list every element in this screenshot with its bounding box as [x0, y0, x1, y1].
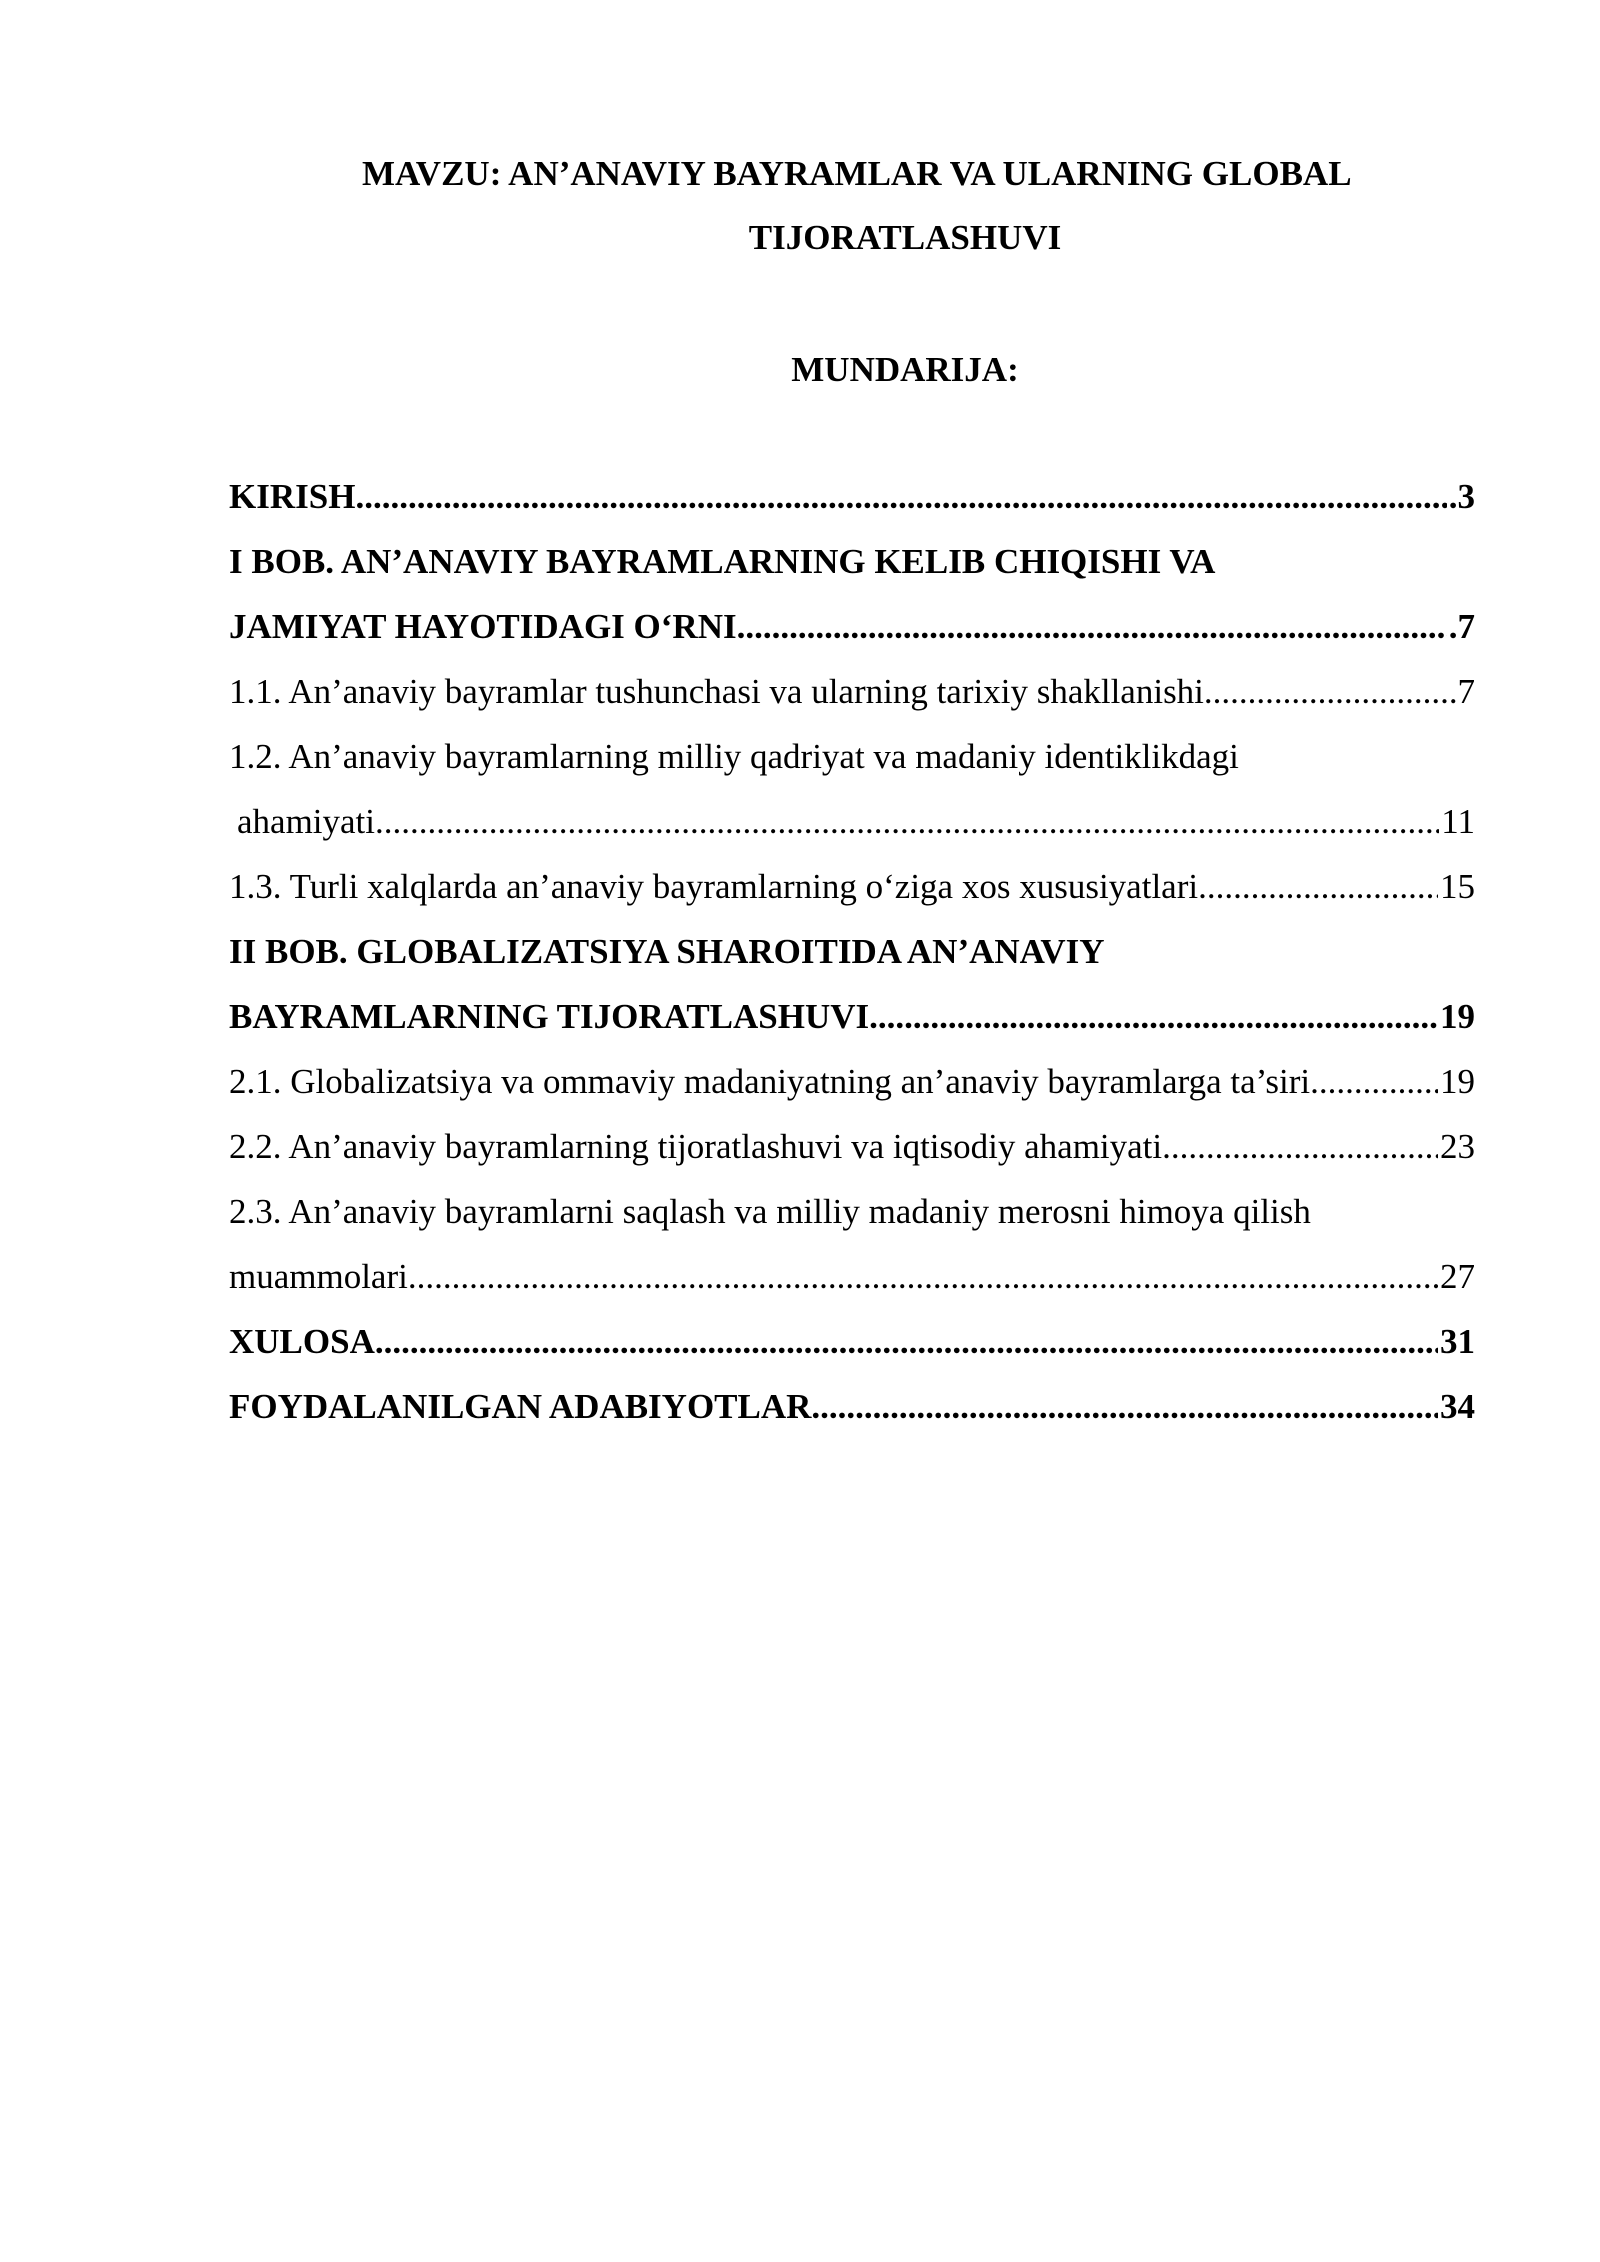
toc-page-number: 27: [1440, 1257, 1475, 1296]
toc-entry-2-2[interactable]: [229, 1125, 1475, 1169]
toc-page-number: 34: [1440, 1387, 1475, 1426]
toc-entry-text: ahamiyati: [237, 802, 376, 841]
toc-dot-leader: [355, 475, 1446, 519]
toc-dot-leader: [811, 1385, 1438, 1429]
toc-entry-chapter-2-line-1[interactable]: [229, 930, 1475, 974]
toc-page-number: 31: [1440, 1322, 1475, 1361]
toc-dot-leader: [737, 605, 1447, 649]
toc-entry-text: JAMIYAT HAYOTIDAGI O‘RNI: [229, 607, 737, 646]
toc-entry-chapter-2-line-2[interactable]: [229, 995, 1475, 1039]
toc-dot-leader: [1198, 865, 1438, 909]
toc-entry-2-3-line-2[interactable]: [229, 1255, 1475, 1299]
toc-entry-text: 2.1. Globalizatsiya va ommaviy madaniyatning an’anaviy bayramlarga ta’siri: [229, 1062, 1311, 1101]
toc-entry-text: 2.2. An’anaviy bayramlarning tijoratlashuvi va iqtisodiy ahamiyati: [229, 1127, 1163, 1166]
toc-entry-1-2-line-1[interactable]: [229, 735, 1475, 779]
toc-entry-text: muammolari: [229, 1257, 408, 1296]
toc-entry-text: 2.3. An’anaviy bayramlarni saqlash va milliy madaniy merosni himoya qilish: [229, 1192, 1311, 1231]
toc-entry-text: FOYDALANILGAN ADABIYOTLAR: [229, 1387, 812, 1426]
toc-entry-text: 1.3. Turli xalqlarda an’anaviy bayramlarning o‘ziga xos xususiyatlari: [229, 867, 1199, 906]
toc-dot-leader: [1204, 670, 1456, 714]
toc-entry-text: I BOB. AN’ANAVIY BAYRAMLARNING KELIB CHIQISHI VA: [229, 542, 1216, 581]
toc-page-number: 19: [1440, 997, 1475, 1036]
toc-dot-leader: [408, 1255, 1438, 1299]
toc-entry-text: 1.2. An’anaviy bayramlarning milliy qadriyat va madaniy identiklikdagi: [229, 737, 1239, 776]
toc-page-number: 15: [1440, 867, 1475, 906]
document-title-line-1: MAVZU: AN’ANAVIY BAYRAMLAR VA ULARNING GLOBAL: [362, 154, 1352, 193]
toc-page-number: .7: [1448, 607, 1475, 646]
toc-dot-leader: [1162, 1125, 1438, 1169]
toc-page-number: 19: [1440, 1062, 1475, 1101]
toc-entry-1-3[interactable]: [229, 865, 1475, 909]
toc-page-number: .3: [1448, 477, 1475, 516]
toc-entry-text: II BOB. GLOBALIZATSIYA SHAROITIDA AN’ANAVIY: [229, 932, 1105, 971]
contents-heading: MUNDARIJA:: [791, 350, 1019, 389]
toc-entry-1-2-line-2[interactable]: [229, 800, 1475, 844]
toc-dot-leader: [869, 995, 1438, 1039]
toc-entry-2-1[interactable]: [229, 1060, 1475, 1104]
toc-entry-references[interactable]: [229, 1385, 1475, 1429]
toc-entry-kirish[interactable]: [229, 475, 1475, 519]
toc-dot-leader: [375, 1320, 1438, 1364]
toc-page-number: 11: [1441, 802, 1475, 841]
toc-dot-leader: [1310, 1060, 1438, 1104]
toc-dot-leader: [375, 800, 1439, 844]
toc-entry-chapter-1-line-1[interactable]: [229, 540, 1475, 584]
toc-entry-2-3-line-1[interactable]: [229, 1190, 1475, 1234]
document-title-line-2: TIJORATLASHUVI: [748, 218, 1062, 257]
toc-entry-text: 1.1. An’anaviy bayramlar tushunchasi va ularning tarixiy shakllanishi: [229, 672, 1204, 711]
toc-entry-text: XULOSA: [229, 1322, 375, 1361]
toc-page-number: 7: [1457, 672, 1475, 711]
toc-entry-1-1[interactable]: [229, 670, 1475, 714]
toc-page-number: 23: [1440, 1127, 1475, 1166]
toc-entry-text: KIRISH: [229, 477, 356, 516]
toc-entry-xulosa[interactable]: [229, 1320, 1475, 1364]
toc-entry-text: BAYRAMLARNING TIJORATLASHUVI: [229, 997, 870, 1036]
toc-entry-chapter-1-line-2[interactable]: [229, 605, 1475, 649]
